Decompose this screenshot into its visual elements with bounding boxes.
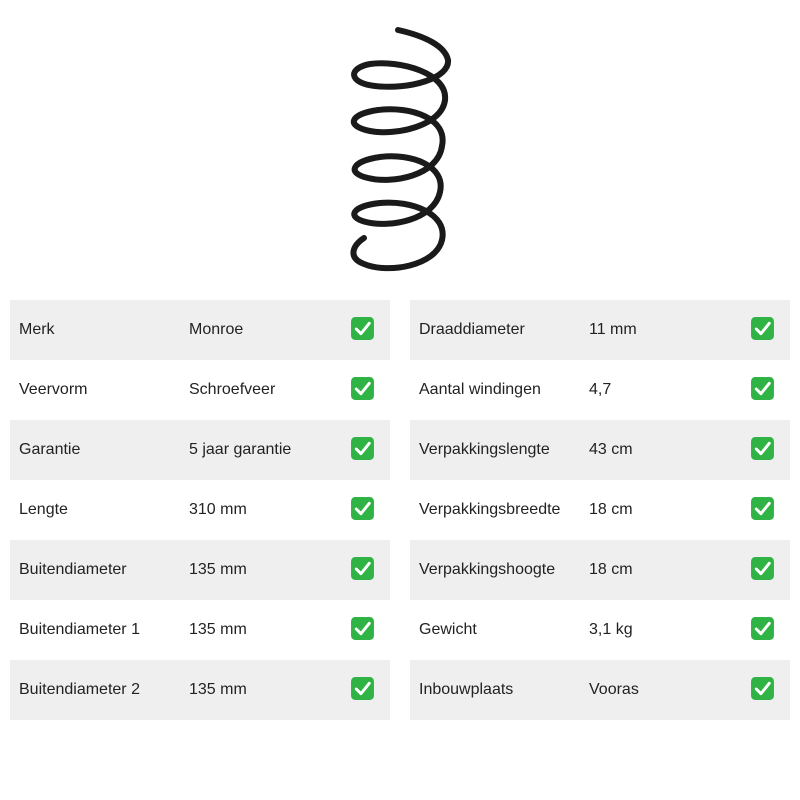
spec-row [10,420,390,480]
spec-value: 310 mm [189,501,247,518]
specs-table-right [410,300,790,720]
check-icon [350,676,375,701]
spec-label: Merk [19,321,55,338]
spec-value: 5 jaar garantie [189,441,292,458]
spec-row [10,540,390,600]
spec-value: 135 mm [189,621,247,638]
check-icon [350,376,375,401]
spec-row [10,360,390,420]
check-icon [350,616,375,641]
spec-label: Aantal windingen [419,381,541,398]
spec-row [10,600,390,660]
coil-spring-icon [330,18,470,278]
spec-value: 18 cm [589,501,633,518]
spec-row [10,480,390,540]
spec-value: 43 cm [589,441,633,458]
spec-row [410,540,790,600]
spec-value: 135 mm [189,681,247,698]
spec-row [410,600,790,660]
spec-row [410,300,790,360]
spec-value: 135 mm [189,561,247,578]
spec-value: Schroefveer [189,381,276,398]
spec-row [10,660,390,720]
check-icon [350,496,375,521]
spec-label: Lengte [19,501,68,518]
check-icon [750,676,775,701]
spec-value: 11 mm [589,321,637,338]
spec-label: Inbouwplaats [419,681,514,698]
spec-row [410,660,790,720]
spec-label: Buitendiameter 1 [19,621,140,638]
spec-value: Monroe [189,321,244,338]
spec-label: Garantie [19,441,81,458]
spec-label: Verpakkingsbreedte [419,501,561,518]
spec-row [410,480,790,540]
check-icon [350,556,375,581]
spec-label: Veervorm [19,381,88,398]
spec-value: Vooras [589,681,639,698]
specs-table-left [10,300,390,720]
spec-row [410,420,790,480]
spec-value: 4,7 [589,381,612,398]
spec-label: Verpakkingslengte [419,441,550,458]
check-icon [350,316,375,341]
spec-value: 18 cm [589,561,633,578]
check-icon [350,436,375,461]
check-icon [750,376,775,401]
spec-label: Buitendiameter [19,561,127,578]
check-icon [750,556,775,581]
spec-label: Buitendiameter 2 [19,681,140,698]
spec-value: 3,1 kg [589,621,633,638]
spec-row [410,360,790,420]
spec-label: Verpakkingshoogte [419,561,556,578]
spec-row [10,300,390,360]
spec-label: Draaddiameter [419,321,525,338]
check-icon [750,496,775,521]
spec-label: Gewicht [419,621,477,638]
check-icon [750,316,775,341]
check-icon [750,436,775,461]
check-icon [750,616,775,641]
